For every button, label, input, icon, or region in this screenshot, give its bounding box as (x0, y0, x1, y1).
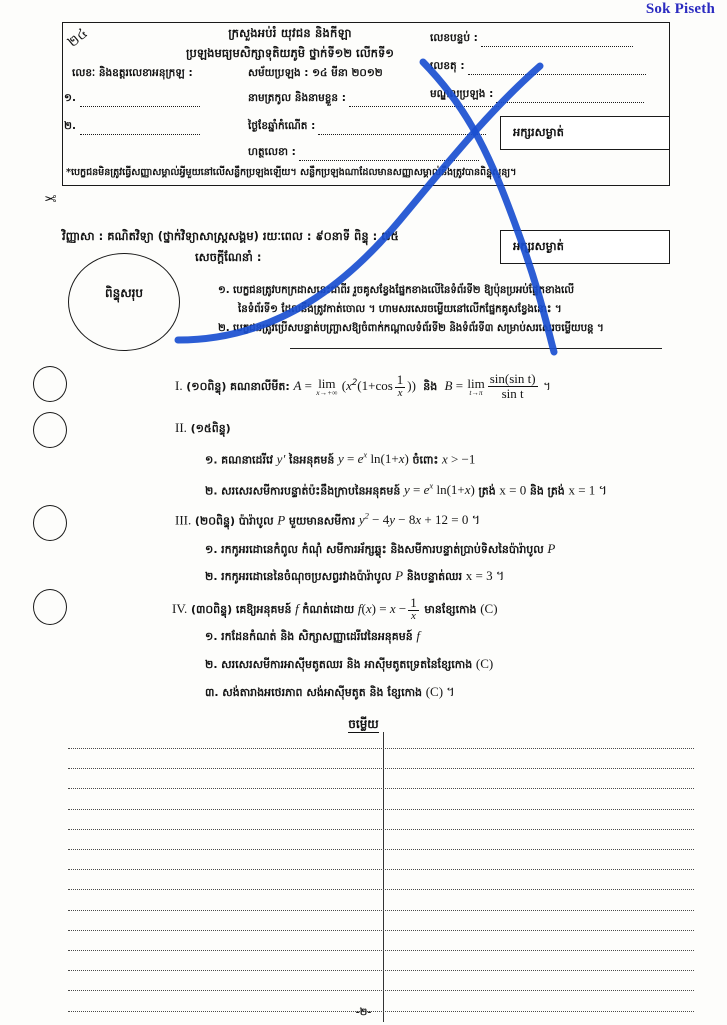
q2-sub1-post: ចំពោះ (412, 453, 439, 467)
answer-line[interactable] (68, 768, 694, 769)
name-field-label: នាមត្រកូល និងនាមខ្លួន : (248, 92, 346, 104)
q3-sub1-var: P (547, 541, 556, 556)
answer-heading-text: ចម្លើយ (348, 717, 379, 731)
instruction-line-2: នៃទំព័រទី១ ដែលនឹងត្រូវកាត់ចោល ។ ហាមសរសេរចម្លើយនៅលើកផ្នែកគូសខ្វែងនោះ ។ (238, 303, 562, 315)
score-circle-3[interactable] (33, 505, 67, 541)
question-4-sub-1 (205, 628, 420, 646)
dob-field-blank[interactable] (318, 123, 486, 135)
answer-line[interactable] (68, 930, 694, 931)
exam-center-field[interactable] (430, 88, 644, 103)
desk-number-blank[interactable] (468, 63, 646, 75)
examiner-field-2[interactable] (64, 120, 200, 135)
q3-sub1-index: ១. (205, 543, 218, 556)
subject-line: វិញ្ញាសា : គណិតវិទ្យា (ថ្នាក់វិទ្យាសាស្ត្រសង្គម) រយៈពេល : ៩០នាទី ពិន្ទុ : ៧៥ (62, 229, 399, 243)
question-1-and: និង (423, 380, 438, 394)
q3-sub2-text: រកកូអរដោនេនៃចំណុចប្រសព្វរវាងប៉ារ៉ាបូល (221, 570, 392, 583)
instructions-divider (290, 348, 662, 349)
q2-sub1-mid: នៃអនុគមន៍ (288, 453, 335, 467)
question-1-A-label: A (293, 378, 302, 394)
answer-line[interactable] (68, 869, 694, 870)
corner-number: ២៤ (64, 25, 91, 51)
answer-line[interactable] (68, 829, 694, 830)
answer-line[interactable] (68, 788, 694, 789)
q4-sub1-var: f (416, 628, 421, 643)
question-4-curve: (C) (480, 600, 498, 616)
dob-field[interactable] (248, 120, 486, 135)
room-number-label: លេខបន្ទប់ : (430, 32, 478, 44)
session-value: សម័យប្រឡង : ១៤ មីនា ២០១២ (248, 67, 383, 79)
question-1-B-fraction: $\frac{\text{sin(sin t)}}{\text{sin t}}$ (489, 371, 536, 402)
q4-sub1-text: រកដែនកំណត់ និង សិក្សាសញ្ញាដេរីវេនៃអនុគមន៍ (221, 630, 413, 643)
q3-sub2-text2: និងបន្ទាត់ឈរ (406, 570, 463, 583)
page-number: -២- (355, 1007, 372, 1018)
question-3-stem: ប៉ារ៉ាបូល (238, 514, 274, 528)
question-1-A-limit: lim x→+∞ (316, 375, 338, 398)
question-2-sub-2 (205, 481, 607, 501)
question-4-stem3: មានខ្សែកោង (424, 602, 477, 616)
question-4-stem: គេឱ្យអនុគមន៍ (235, 602, 292, 616)
q2-sub2-index: ២. (205, 484, 218, 498)
question-4-sub-3 (205, 684, 455, 703)
examiner-index-2: ២. (64, 120, 76, 132)
q2-sub2-func: $y = e^x$ ln(1+x) (404, 481, 475, 498)
room-number-blank[interactable] (481, 35, 633, 47)
question-4-stem2: កំណត់ដោយ (302, 602, 355, 616)
secret-code-box-top[interactable]: អក្សរសម្ងាត់ (500, 116, 670, 150)
instructions-label: សេចក្តីណែនាំ : (195, 250, 262, 264)
exam-center-blank[interactable] (496, 91, 644, 103)
q2-sub1-index: ១. (205, 453, 218, 467)
examiner-field-1[interactable] (64, 92, 200, 107)
answer-heading (0, 716, 727, 734)
desk-number-field[interactable] (430, 60, 646, 75)
question-3-equation: $y^2 - 4y - 8x + 12 = 0$ ។ (358, 511, 481, 529)
answer-line[interactable] (68, 889, 694, 890)
answer-line[interactable] (68, 910, 694, 911)
secret-code-box-bottom[interactable]: អក្សរសម្ងាត់ (500, 230, 670, 264)
answer-line[interactable] (68, 748, 694, 749)
question-4-formula: f(x) = x − (357, 600, 407, 616)
question-4-fraction: $\frac{1}{x}$ (410, 595, 417, 623)
question-1-roman: I. (175, 378, 183, 394)
examiner-blank-2[interactable] (80, 123, 200, 135)
answer-line[interactable] (68, 970, 694, 971)
desk-number-label: លេខតុ : (430, 60, 465, 72)
scissors-icon: ✂ (44, 190, 57, 208)
header-note: *បេក្ខជនមិនត្រូវធ្វើសញ្ញាសម្គាល់អ្វីមួយនៅលើសន្លឹកប្រឡងឡើយ។ សន្លឹកប្រឡងណាដែលមានសញ្ញាសម្គាល់នឹងត្រូវបានពិន្ទុសូន្យ។ (66, 167, 517, 178)
q3-sub2-index: ២. (205, 570, 218, 583)
exam-title: ប្រឡងមធ្យមសិក្សាទុតិយភូមិ ថ្នាក់ទី១២ លើកទី១ (186, 46, 394, 60)
q3-sub2-val: x = 3 ។ (465, 568, 505, 583)
question-4-points: (៣០ពិន្ទុ) (190, 602, 233, 616)
q2-sub2-mid3: ត្រង់ (547, 484, 565, 498)
question-2-roman: II. (175, 420, 187, 435)
answer-line[interactable] (68, 990, 694, 991)
q4-sub1-index: ១. (205, 630, 218, 643)
question-4-line (172, 596, 498, 623)
question-1-points: (១០ពិន្ទុ) (186, 380, 227, 394)
question-3-sub-2 (205, 568, 504, 587)
question-4-sub-2 (205, 656, 493, 674)
question-2-sub-1 (205, 450, 475, 469)
instruction-line-3: ២. បេក្ខជនត្រូវប្រើសបន្ទាត់បញ្ច្រាសឱ្យចំពាក់កណ្តាលទំព័រទី២ និងទំព័រទី៣ សម្រាប់សរសេរចម្លើយបន្ត ។ (218, 322, 604, 334)
q2-sub1-var: y′ (276, 451, 286, 467)
instruction-line-1: ១. បេក្ខជនត្រូវបកក្រដាសនេះជាពីរ រួចគូសខ្វែងផ្នែកខាងលើនៃទំព័រទី២ ឱ្យប៉ុនប្រអប់ផ្នែកខាងលើ (218, 284, 574, 296)
q4-sub2-curve: (C) (475, 656, 494, 671)
score-circle-1[interactable] (33, 366, 67, 402)
q2-sub1-func: $y = e^x$ ln(1+x) (338, 450, 409, 467)
question-3-sub-1 (205, 541, 555, 559)
question-1-B-label: B (444, 378, 453, 394)
examiner-index-1: ១. (64, 92, 76, 104)
q4-sub3-curve: (C) ។ (425, 684, 455, 699)
question-3-var: P (277, 512, 286, 528)
exam-center-label: មណ្ឌលប្រឡង : (430, 88, 494, 100)
question-1-B-limit: lim t→π (467, 375, 485, 398)
watermark-author: Sok Piseth (645, 1, 715, 17)
answer-line[interactable] (68, 950, 694, 951)
q4-sub2-index: ២. (205, 658, 218, 671)
q4-sub3-index: ៣. (205, 686, 219, 699)
examiner-blank-1[interactable] (80, 95, 200, 107)
q2-sub2-pre: សរសេរសមីការបន្ទាត់ប៉ះនឹងក្រាបនៃអនុគមន៍ (221, 484, 401, 498)
q2-sub1-pre: គណនាដេរីវេ (221, 453, 274, 467)
q2-sub2-and: និង (529, 484, 544, 498)
q2-sub2-val1: x = 0 (499, 482, 527, 498)
score-circle-4[interactable] (33, 589, 67, 625)
q3-sub1-text: រកកូអរដោនេកំពូល កំណុំ សមីការអ័ក្សឆ្លុះ និងសមីការបន្ទាត់ប្រាប់ទិសនៃប៉ារ៉ាបូល (221, 543, 544, 556)
q4-sub3-text: សង់តារាងអថេរភាព សង់អាស៊ីមតូត និង ខ្សែកោង (222, 686, 423, 699)
q2-sub1-cond: x > −1 (441, 451, 476, 467)
question-4-roman: IV. (172, 600, 188, 616)
score-circle-2[interactable] (33, 412, 67, 448)
question-2-line (175, 420, 231, 438)
question-3-roman: III. (175, 512, 192, 528)
question-1-fraction: $\frac{1}{x}$ (396, 372, 404, 400)
question-1-stem-text: គណនាលីមីត: (230, 380, 290, 394)
question-3-stem2: មួយមានសមីការ (288, 514, 356, 528)
total-score-label: ពិន្ទុសរុប (104, 286, 144, 300)
room-number-field[interactable] (430, 32, 633, 47)
q2-sub2-mid2: ត្រង់ (478, 484, 496, 498)
ministry-title: ក្រសួងអប់រំ យុវជន និងកីឡា (228, 26, 352, 40)
signature-field[interactable] (248, 146, 479, 161)
question-1-line: I. (១០ពិន្ទុ) គណនាលីមីត: A = lim x→+∞ ($x^2(1+\cos$ $\frac{1}{x}$ )) និង B = lim t→π $\frac{\text{sin(sin t)}}{\text{sin t}}$ ។ (175, 371, 551, 402)
q3-sub2-var: P (395, 568, 404, 583)
dob-field-label: ថ្ងៃខែឆ្នាំកំណើត : (248, 120, 316, 132)
answer-center-divider (383, 732, 384, 1022)
answer-line[interactable] (68, 849, 694, 850)
question-4-var: f (295, 600, 299, 616)
signature-field-blank[interactable] (299, 149, 479, 161)
q4-sub2-text: សរសេរសមីការអាស៊ីមតូតឈរ និង អាស៊ីមតូតទ្រេតនៃខ្សែកោង (221, 658, 473, 671)
signature-field-label: ហត្ថលេខា : (248, 146, 296, 158)
question-3-points: (២០ពិន្ទុ) (194, 514, 236, 528)
total-score-ellipse (68, 253, 180, 351)
question-3-line (175, 511, 480, 531)
answer-line[interactable] (68, 809, 694, 810)
question-2-points: (១៥ពិន្ទុ) (190, 422, 231, 435)
q2-sub2-val2: x = 1 ។ (568, 482, 608, 498)
series-label: លេខៈ និងឧត្តរលេខាអនុក្រឡ : (72, 67, 193, 79)
